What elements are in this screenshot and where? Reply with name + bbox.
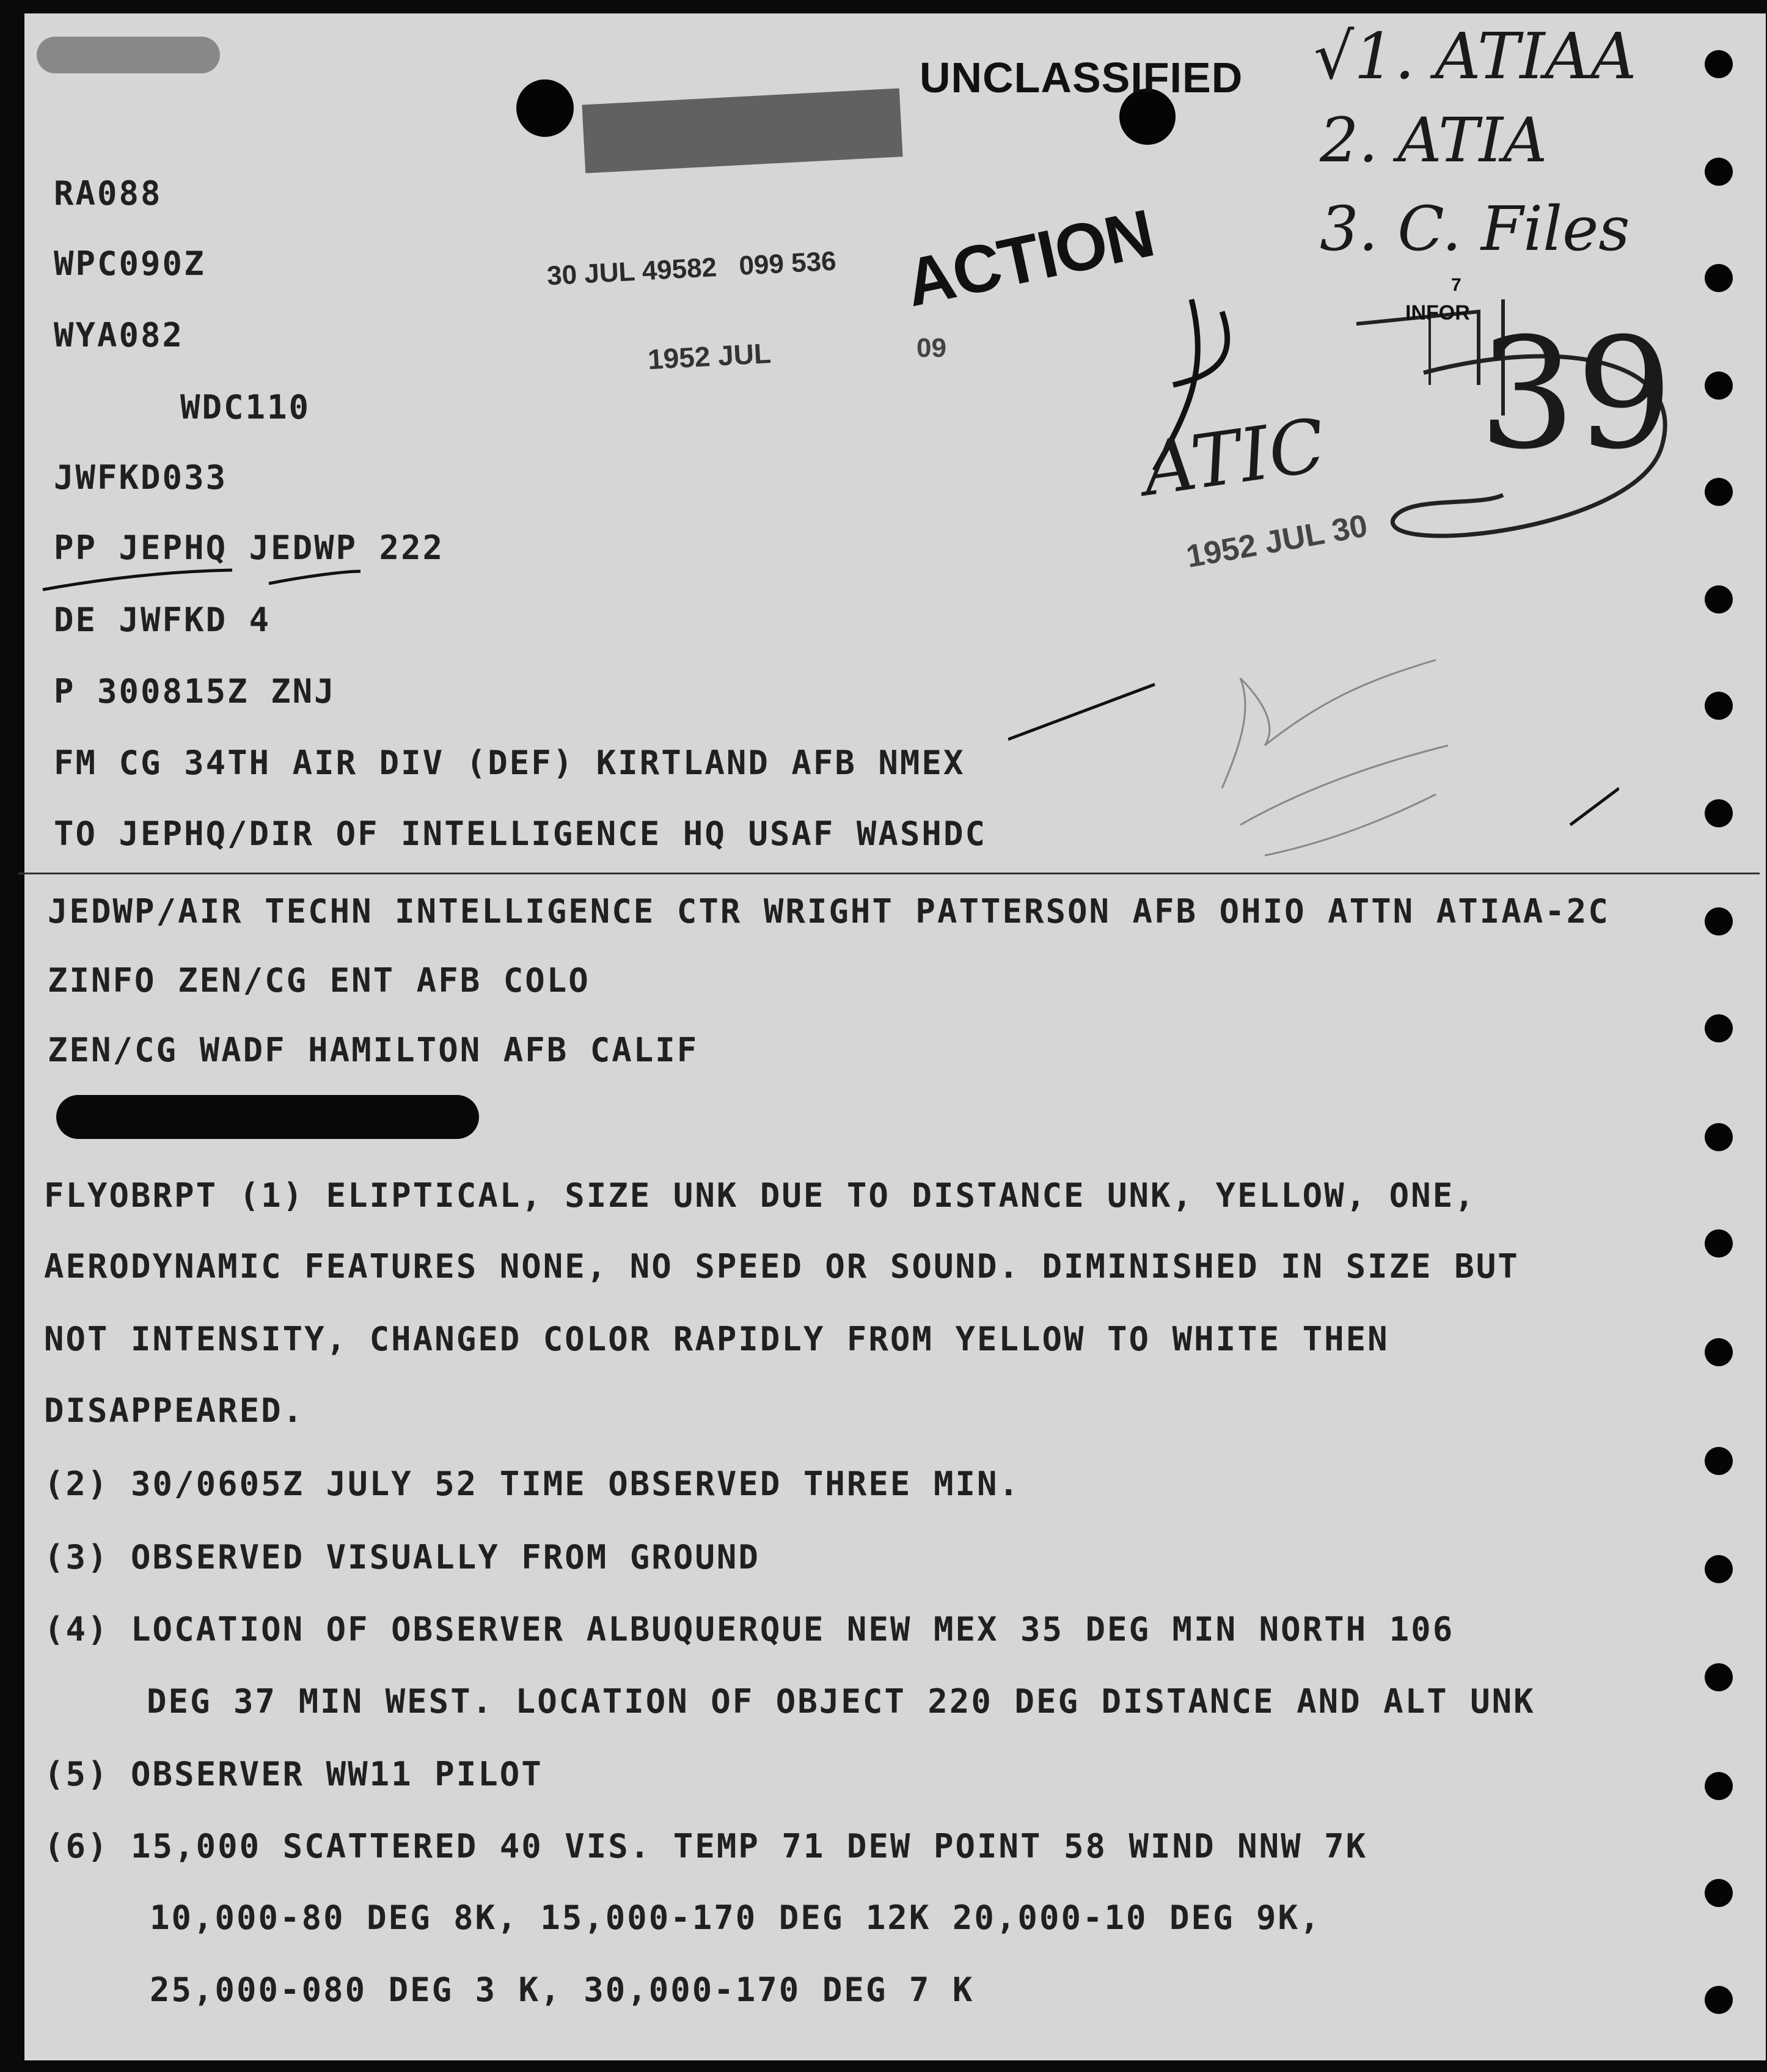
feed-hole <box>1705 50 1733 78</box>
feed-hole <box>1705 1986 1733 2014</box>
feed-hole <box>1705 478 1733 506</box>
handwritten-routing-1: √1. ATIAA <box>1314 19 1637 93</box>
top-left-smudge <box>37 37 220 73</box>
header-line-7: DE JWFKD 4 <box>54 601 271 639</box>
body-line-4: DISAPPEARED. <box>44 1391 305 1430</box>
feed-hole <box>1705 1338 1733 1366</box>
handwritten-number: 39 <box>1479 305 1674 483</box>
feed-hole <box>1705 158 1733 186</box>
received-stamp-line-2: 1952 JUL <box>646 337 772 376</box>
infor-box-number: 7 <box>1451 275 1462 295</box>
header-line-8: P 300815Z ZNJ <box>54 672 336 711</box>
body-line-8: DEG 37 MIN WEST. LOCATION OF OBJECT 220 DEG DISTANCE AND ALT UNK <box>147 1682 1535 1721</box>
header-line-9: FM CG 34TH AIR DIV (DEF) KIRTLAND AFB NMEX <box>54 744 965 782</box>
header-line-4: WDC110 <box>180 388 311 426</box>
feed-hole <box>1705 692 1733 720</box>
page-perforation <box>18 873 1760 874</box>
feed-hole <box>1705 372 1733 400</box>
header-line-1: RA088 <box>54 174 163 213</box>
body-line-9: (5) OBSERVER WW11 PILOT <box>44 1755 543 1793</box>
received-stamp-line-1: 30 JUL 49582 099 536 <box>546 246 837 291</box>
address-line-3: ZEN/CG WADF HAMILTON AFB CALIF <box>48 1031 699 1069</box>
atic-date-stamp: 1952 JUL 30 <box>1183 508 1370 575</box>
feed-hole <box>1705 264 1733 292</box>
header-line-10: TO JEPHQ/DIR OF INTELLIGENCE HQ USAF WASHDC <box>54 815 987 853</box>
header-line-5: JWFKD033 <box>54 458 228 497</box>
feed-hole <box>1705 585 1733 613</box>
received-stamp-line-3: 09 <box>916 333 946 363</box>
body-line-2: AERODYNAMIC FEATURES NONE, NO SPEED OR SOUND. DIMINISHED IN SIZE BUT <box>44 1247 1520 1286</box>
feed-hole <box>1705 1663 1733 1691</box>
header-underline <box>37 559 379 596</box>
feed-hole <box>1705 1772 1733 1800</box>
feed-hole <box>1705 799 1733 827</box>
action-stamp: ACTION <box>899 195 1160 321</box>
body-line-5: (2) 30/0605Z JULY 52 TIME OBSERVED THREE MIN. <box>44 1465 1020 1503</box>
address-line-2: ZINFO ZEN/CG ENT AFB COLO <box>48 961 590 1000</box>
redaction-bar <box>56 1095 479 1139</box>
body-line-3: NOT INTENSITY, CHANGED COLOR RAPIDLY FROM YELLOW TO WHITE THEN <box>44 1320 1389 1358</box>
body-line-7: (4) LOCATION OF OBSERVER ALBUQUERQUE NEW MEX 35 DEG MIN NORTH 106 <box>44 1610 1455 1649</box>
body-line-6: (3) OBSERVED VISUALLY FROM GROUND <box>44 1538 760 1576</box>
handwritten-atic: ATIC <box>1137 403 1331 513</box>
header-line-3: WYA082 <box>54 316 185 354</box>
body-line-10: (6) 15,000 SCATTERED 40 VIS. TEMP 71 DEW POINT 58 WIND NNW 7K <box>44 1827 1368 1865</box>
infor-box-label: INFOR <box>1405 301 1470 324</box>
feed-hole <box>1705 907 1733 935</box>
body-line-12: 25,000-080 DEG 3 K, 30,000-170 DEG 7 K <box>150 1971 975 2009</box>
feed-hole <box>1705 1447 1733 1475</box>
pencil-annotation <box>1008 623 1619 868</box>
body-line-1: FLYOBRPT (1) ELIPTICAL, SIZE UNK DUE TO DISTANCE UNK, YELLOW, ONE, <box>44 1176 1476 1215</box>
header-line-6: PP JEPHQ JEDWP 222 <box>54 529 445 567</box>
punch-hole-top-left <box>516 79 574 137</box>
header-line-2: WPC090Z <box>54 244 206 283</box>
feed-hole <box>1705 1555 1733 1583</box>
address-line-1: JEDWP/AIR TECHN INTELLIGENCE CTR WRIGHT PATTERSON AFB OHIO ATTN ATIAA-2C <box>48 892 1610 931</box>
feed-hole <box>1705 1014 1733 1042</box>
feed-hole <box>1705 1229 1733 1257</box>
classification-stamp: UNCLASSIFIED <box>920 54 1243 101</box>
body-line-11: 10,000-80 DEG 8K, 15,000-170 DEG 12K 20,000-10 DEG 9K, <box>150 1898 1322 1937</box>
handwritten-routing-3: 3. C. Files <box>1320 193 1630 265</box>
feed-hole <box>1705 1879 1733 1907</box>
feed-hole <box>1705 1123 1733 1151</box>
handwritten-routing-2: 2. ATIA <box>1320 104 1548 176</box>
